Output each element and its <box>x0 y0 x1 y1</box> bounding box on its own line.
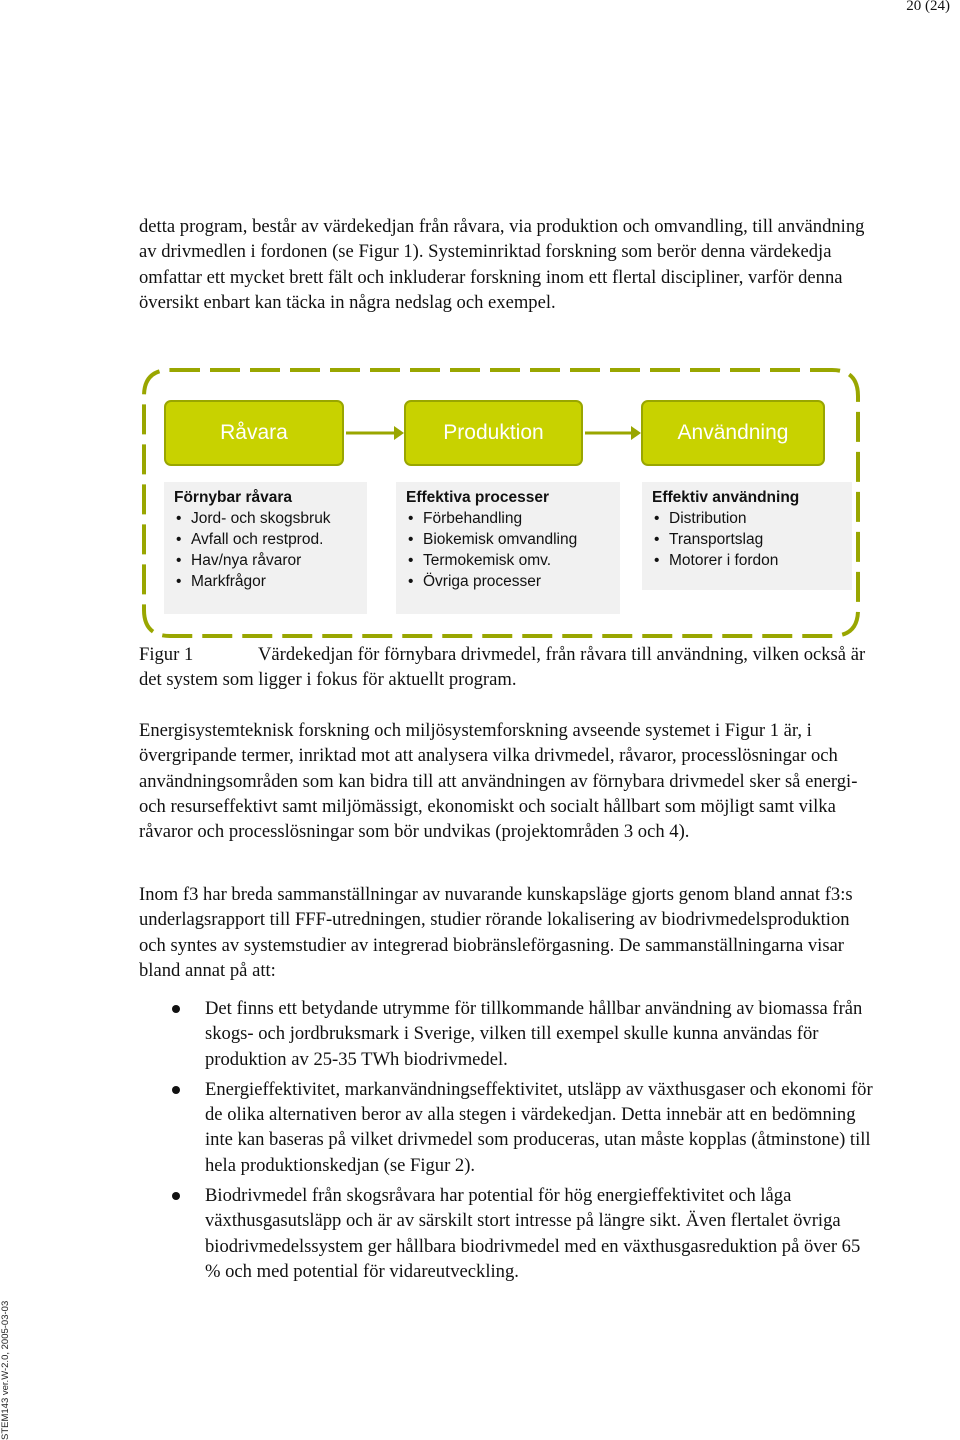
bullet-item <box>139 996 879 1072</box>
bullet-item <box>139 1183 879 1284</box>
bullet-list <box>139 996 879 1289</box>
detail-item: • Transportslag <box>652 529 842 550</box>
caption-text: Värdekedjan för förnybara drivmedel, från råvara till användning, vilken också är det system som ligger i fokus för aktuellt program. <box>139 644 866 691</box>
body-paragraph-2: Energisystemteknisk forskning och miljösystemforskning avseende systemet i Figur 1 är, i övergripande termer, inriktad mot att analysera vilka drivmedel, råvaror, processlösningar och användningsområden som kan bidra till att användningen av förnybara drivmedel sker så energi- och resurseffektivt samt miljömässigt, ekonomiskt och socialt hållbart som möjligt samt vilka råvaror och processlösningar som bör undvikas (projektområden 3 och 4). <box>139 720 858 843</box>
bullet-dot-icon <box>172 1005 180 1013</box>
detail-item: • Termokemisk omv. <box>406 550 610 571</box>
detail-item: • Distribution <box>652 508 842 529</box>
template-version-label: STEM143 ver.W-2.0, 2005-03-03 <box>0 1300 11 1440</box>
detail-box-ravara <box>164 482 367 614</box>
arrowhead-1 <box>394 426 404 440</box>
detail-item: • Jord- och skogsbruk <box>174 508 357 529</box>
bullet-dot-icon <box>172 1086 180 1094</box>
detail-item: • Övriga processer <box>406 571 610 592</box>
bullet-item <box>139 1077 879 1178</box>
detail-heading: Effektiva processer <box>406 489 550 506</box>
value-chain-diagram <box>140 366 862 640</box>
bullet-text: Det finns ett betydande utrymme för tillkommande hållbar användning av biomassa från skogs- och jordbruksmark i Sverige, vilken till exempel skulle kunna användas för produktion av 25-35 TWh biodrivmedel. <box>205 998 863 1070</box>
bullet-dot-icon <box>172 1192 180 1200</box>
intro-paragraph: detta program, består av värdekedjan från råvara, via produktion och omvandling, till användning av drivmedlen i fordonen (se Figur 1). Systeminriktad forskning som berör denna värdekedja omfattar ett mycket brett fält och inkluderar forskning inom ett flertal discipliner, varför denna översikt enbart kan täcka in några nedslag och exempel. <box>139 216 865 313</box>
detail-item: • Motorer i fordon <box>652 550 842 571</box>
stage-anvandning: Användning <box>641 400 825 466</box>
detail-box-produktion <box>396 482 620 614</box>
arrowhead-2 <box>631 426 641 440</box>
detail-item: • Hav/nya råvaror <box>174 550 357 571</box>
detail-heading: Förnybar råvara <box>174 489 293 506</box>
page-number: 20 (24) <box>906 0 950 14</box>
detail-item: • Förbehandling <box>406 508 610 529</box>
detail-item: • Avfall och restprod. <box>174 529 357 550</box>
detail-item: • Biokemisk omvandling <box>406 529 610 550</box>
stage-produktion: Produktion <box>404 400 583 466</box>
detail-item: • Markfrågor <box>174 571 357 592</box>
detail-heading: Effektiv användning <box>652 489 800 506</box>
bullet-text: Energieffektivitet, markanvändningseffektivitet, utsläpp av växthusgaser och ekonomi för de olika alternativen beror av alla stegen i värdekedjan. Detta innebär att en bedömning inte kan baseras på vilket drivmedel som produceras, utan måste kopplas (åtminstone) till hela produktionskedjan (se Figur 2). <box>205 1078 873 1176</box>
caption-label: Figur 1 <box>139 644 194 665</box>
body-paragraph-3: Inom f3 har breda sammanställningar av nuvarande kunskapsläge gjorts genom bland annat f3:s underlagsrapport till FFF-utredningen, studier rörande lokalisering av biodrivmedelsproduktion och syntes av systemstudier av integrerad biobränsleförgasning. De sammanställningarna visar bland annat på att: <box>139 884 853 981</box>
figure-caption <box>139 642 879 693</box>
bullet-text: Biodrivmedel från skogsråvara har potential för hög energieffektivitet och låga växthusgasutsläpp och är av särskilt stort intresse på längre sikt. Även flertalet övriga biodrivmedelssystem ger hållbara biodrivmedel med en växthusgasreduktion på över 65 % och med potential för vidareutveckling. <box>205 1185 861 1282</box>
stage-ravara: Råvara <box>164 400 344 466</box>
detail-box-anvandning <box>642 482 852 590</box>
